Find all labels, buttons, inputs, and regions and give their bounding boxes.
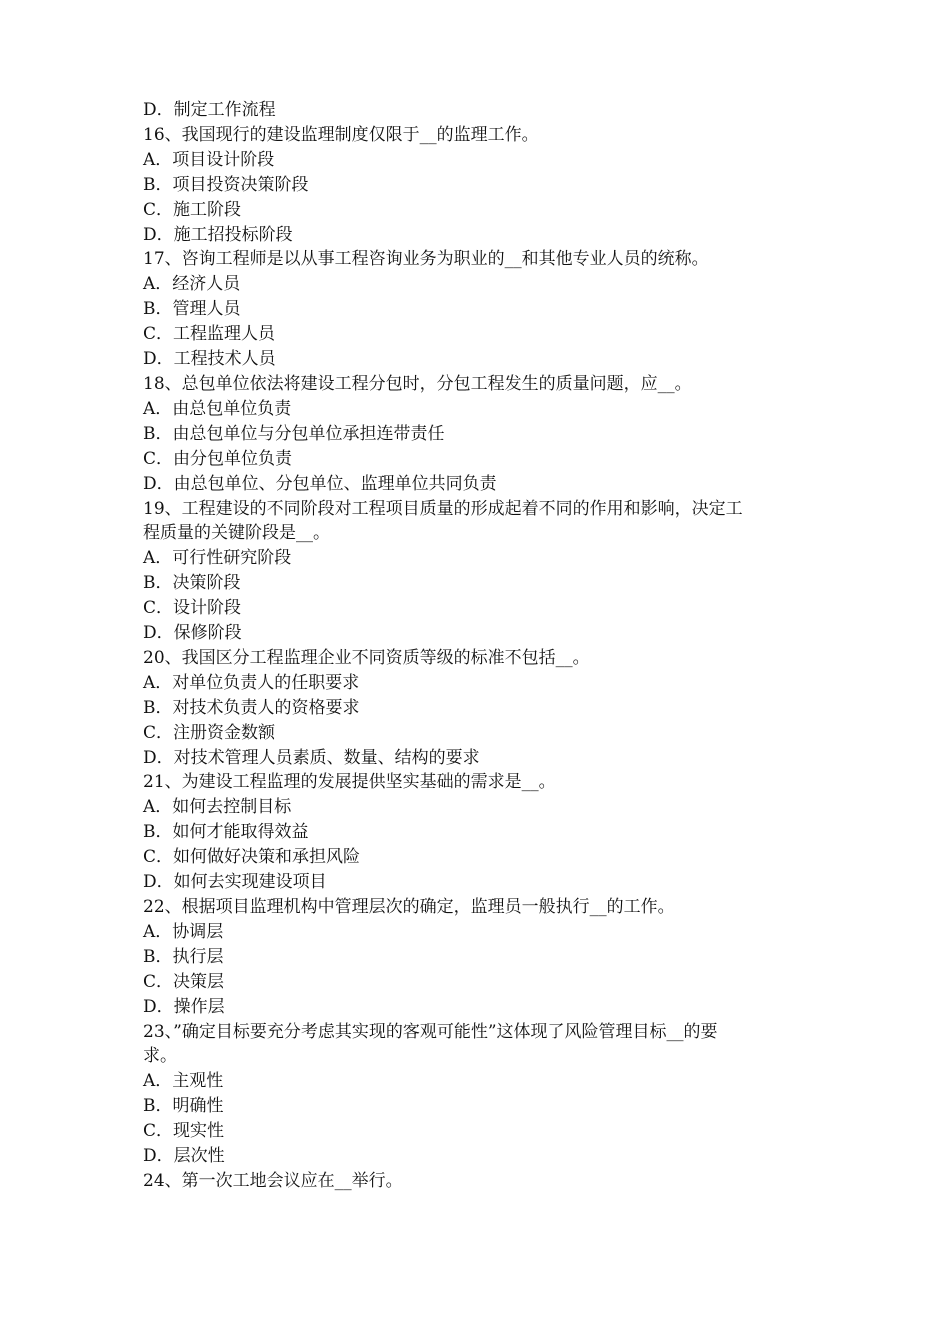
answer-option-c: C．决策层	[143, 971, 225, 992]
answer-option-c: C．施工阶段	[143, 199, 242, 220]
answer-option-b: B．执行层	[143, 946, 224, 967]
answer-option-d: D．如何去实现建设项目	[143, 872, 327, 893]
answer-option-d: D．施工招投标阶段	[143, 224, 293, 245]
answer-option-a: A．可行性研究阶段	[143, 548, 292, 569]
answer-option-c: C．设计阶段	[143, 598, 242, 619]
document-body	[143, 98, 813, 1194]
answer-option-c: C．如何做好决策和承担风险	[143, 847, 361, 868]
answer-option-a: A．经济人员	[143, 274, 241, 295]
question-23-line-1: 23、”确定目标要充分考虑其实现的客观可能性”这体现了风险管理目标__的要	[143, 1021, 718, 1042]
answer-option-c: C．由分包单位负责	[143, 448, 293, 469]
answer-option-a: A．如何去控制目标	[143, 797, 292, 818]
answer-option-a: A．由总包单位负责	[143, 398, 292, 419]
answer-option-a: A．协调层	[143, 921, 224, 942]
question-16: 16、我国现行的建设监理制度仅限于__的监理工作。	[143, 124, 539, 145]
answer-option-a: A．对单位负责人的任职要求	[143, 672, 360, 693]
question-22: 22、根据项目监理机构中管理层次的确定，监理员一般执行__的工作。	[143, 897, 675, 917]
answer-option-b: B．明确性	[143, 1096, 224, 1117]
question-21: 21、为建设工程监理的发展提供坚实基础的需求是__。	[143, 772, 556, 793]
answer-option-b: B．对技术负责人的资格要求	[143, 697, 360, 718]
answer-option-b: B．项目投资决策阶段	[143, 174, 309, 195]
question-19-line-1: 19、工程建设的不同阶段对工程项目质量的形成起着不同的作用和影响，决定工	[143, 498, 743, 519]
answer-option-d: D．对技术管理人员素质、数量、结构的要求	[143, 747, 480, 768]
question-18: 18、总包单位依法将建设工程分包时，分包工程发生的质量问题，应__。	[143, 373, 692, 394]
answer-option-d: D．由总包单位、分包单位、监理单位共同负责	[143, 473, 497, 494]
question-23-line-2: 求。	[143, 1046, 177, 1067]
answer-option-b: B．决策阶段	[143, 573, 241, 594]
question-19-line-2: 程质量的关键阶段是__。	[143, 523, 330, 544]
answer-option-a: A．主观性	[143, 1071, 224, 1092]
answer-option-c: C．注册资金数额	[143, 722, 276, 743]
answer-option-b: B．由总包单位与分包单位承担连带责任	[143, 423, 445, 444]
answer-option-d: D．工程技术人员	[143, 349, 276, 370]
answer-option-c: C．现实性	[143, 1121, 225, 1142]
question-20: 20、我国区分工程监理企业不同资质等级的标准不包括__。	[143, 647, 590, 668]
question-24: 24、第一次工地会议应在__举行。	[143, 1170, 403, 1191]
answer-option-d: D．层次性	[143, 1146, 225, 1167]
answer-option-a: A．项目设计阶段	[143, 149, 275, 170]
answer-option-d: D．保修阶段	[143, 623, 242, 644]
answer-option-c: C．工程监理人员	[143, 324, 276, 345]
answer-option-d: D．制定工作流程	[143, 100, 276, 120]
answer-option-d: D．操作层	[143, 996, 225, 1017]
answer-option-b: B．如何才能取得效益	[143, 822, 309, 843]
answer-option-b: B．管理人员	[143, 299, 241, 320]
question-17: 17、咨询工程师是以从事工程咨询业务为职业的__和其他专业人员的统称。	[143, 249, 709, 270]
